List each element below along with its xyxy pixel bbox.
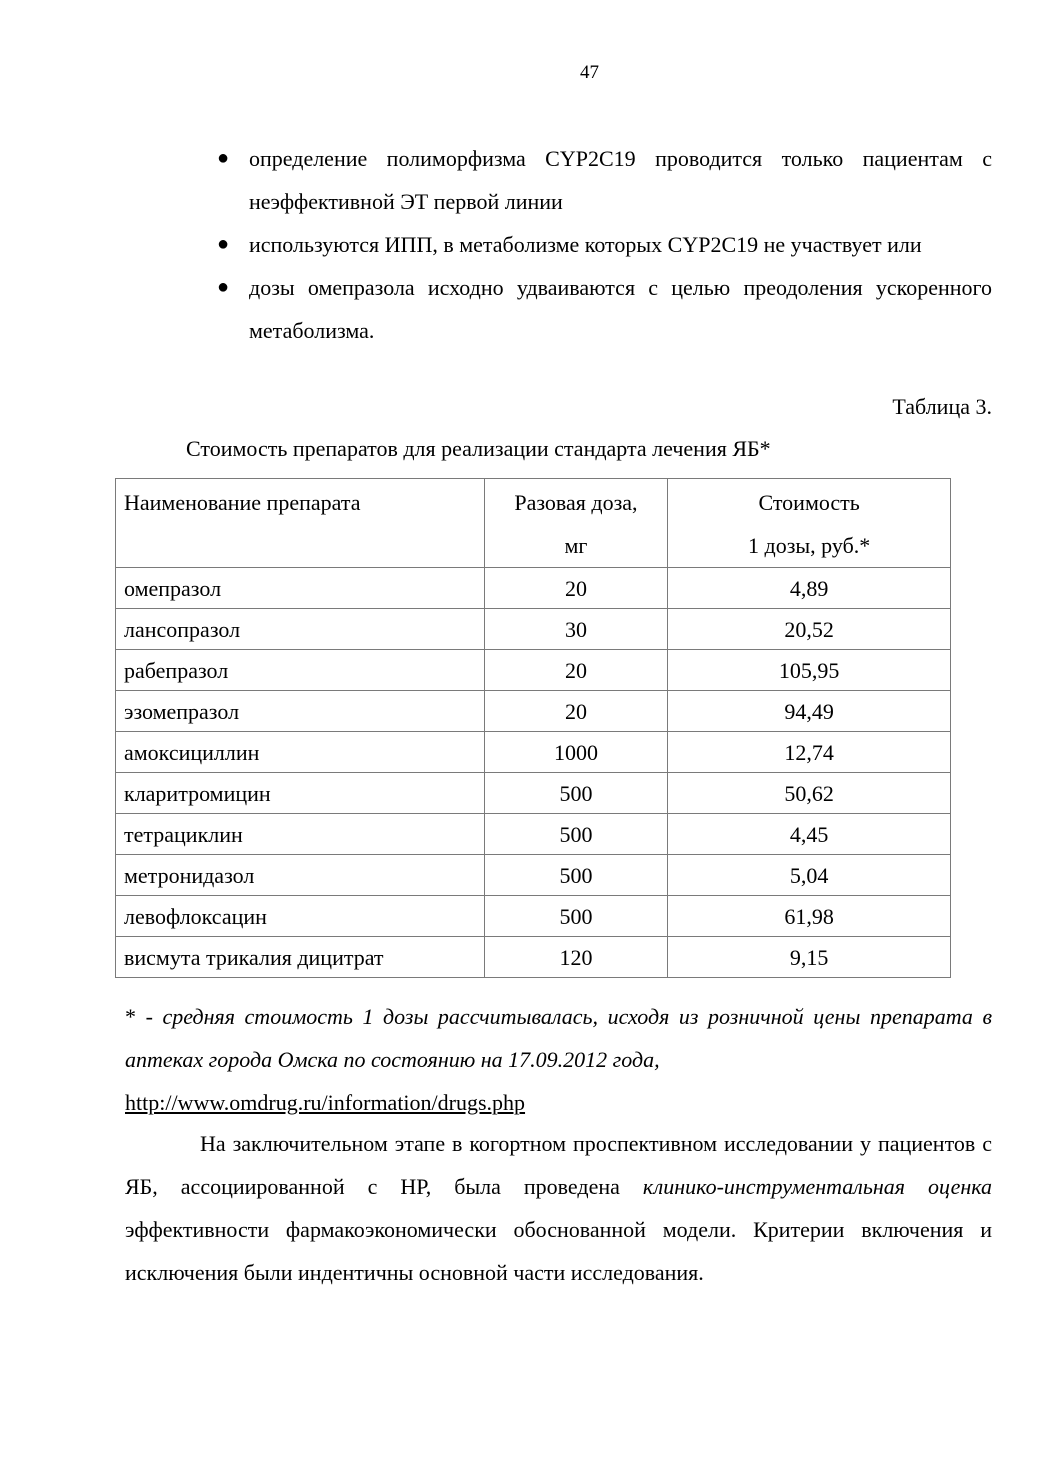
drug-cost-table	[115, 478, 951, 978]
table-row	[116, 568, 951, 609]
cell-drug-name: амоксициллин	[116, 732, 485, 773]
cell-drug-name: висмута трикалия дицитрат	[116, 937, 485, 978]
table-row	[116, 896, 951, 937]
cell-dose: 500	[484, 855, 668, 896]
footnote-marker: * -	[125, 1004, 163, 1029]
table-row	[116, 732, 951, 773]
bullet-icon: ●	[217, 233, 230, 255]
table-label: Таблица 3.	[892, 394, 992, 419]
cell-cost: 94,49	[668, 691, 951, 732]
cell-cost: 4,89	[668, 568, 951, 609]
table-row	[116, 773, 951, 814]
cell-drug-name: левофлоксацин	[116, 896, 485, 937]
cell-dose: 20	[484, 568, 668, 609]
bullet-text: дозы омепразола исходно удваиваются с целью преодоления ускоренного метаболизма.	[249, 275, 992, 343]
cell-dose: 1000	[484, 732, 668, 773]
bullet-list	[211, 137, 992, 352]
header-dose-cost: Стоимость 1 дозы, руб.*	[668, 479, 951, 568]
cell-drug-name: рабепразол	[116, 650, 485, 691]
bullet-icon: ●	[217, 276, 230, 298]
cell-drug-name: лансопразол	[116, 609, 485, 650]
bullet-item	[211, 266, 992, 352]
cell-drug-name: эзомепразол	[116, 691, 485, 732]
cell-dose: 20	[484, 691, 668, 732]
table-row	[116, 650, 951, 691]
cell-dose: 20	[484, 650, 668, 691]
body-paragraph	[125, 1122, 992, 1294]
table-row	[116, 609, 951, 650]
bullet-text: определение полиморфизма CYP2C19 проводится только пациентам с неэффективной ЭТ первой линии	[249, 146, 992, 214]
table-row	[116, 855, 951, 896]
cell-cost: 50,62	[668, 773, 951, 814]
cell-dose: 500	[484, 773, 668, 814]
header-drug-name: Наименование препарата	[116, 479, 485, 568]
cell-drug-name: кларитромицин	[116, 773, 485, 814]
cell-drug-name: тетрациклин	[116, 814, 485, 855]
cell-cost: 61,98	[668, 896, 951, 937]
cell-cost: 20,52	[668, 609, 951, 650]
cell-dose: 500	[484, 896, 668, 937]
footnote-text: средняя стоимость 1 дозы рассчитывалась, исходя из розничной цены препарата в аптеках города Омска по состоянию на 17.09.2012 года,	[125, 1004, 992, 1072]
cell-dose: 30	[484, 609, 668, 650]
table-caption: Стоимость препаратов для реализации стандарта лечения ЯБ*	[186, 436, 771, 461]
bullet-icon: ●	[217, 147, 230, 169]
page-number: 47	[580, 62, 599, 83]
cell-dose: 120	[484, 937, 668, 978]
paragraph-italic-term: клинико-инструментальная оценка	[642, 1174, 992, 1199]
cell-cost: 105,95	[668, 650, 951, 691]
table-header-row	[116, 479, 951, 568]
source-link[interactable]: http://www.omdrug.ru/information/drugs.php	[125, 1090, 526, 1115]
paragraph-text-2: эффективности фармакоэкономически обоснованной модели. Критерии включения и исключения были индентичны основной части исследования.	[125, 1217, 992, 1285]
cell-cost: 4,45	[668, 814, 951, 855]
bullet-text: используются ИПП, в метаболизме которых CYP2C19 не участвует или	[249, 232, 922, 257]
cell-cost: 12,74	[668, 732, 951, 773]
bullet-item	[211, 137, 992, 223]
table-row	[116, 691, 951, 732]
table-footnote	[125, 995, 992, 1124]
cell-drug-name: метронидазол	[116, 855, 485, 896]
cell-cost: 5,04	[668, 855, 951, 896]
table-row	[116, 937, 951, 978]
cell-drug-name: омепразол	[116, 568, 485, 609]
header-single-dose: Разовая доза, мг	[484, 479, 668, 568]
bullet-item	[211, 223, 992, 266]
table-row	[116, 814, 951, 855]
cell-dose: 500	[484, 814, 668, 855]
paragraph-text-1: На заключительном этапе в когортном проспективном исследовании у пациентов с ЯБ, ассоциированной с НР, была проведена	[125, 1131, 992, 1199]
cell-cost: 9,15	[668, 937, 951, 978]
